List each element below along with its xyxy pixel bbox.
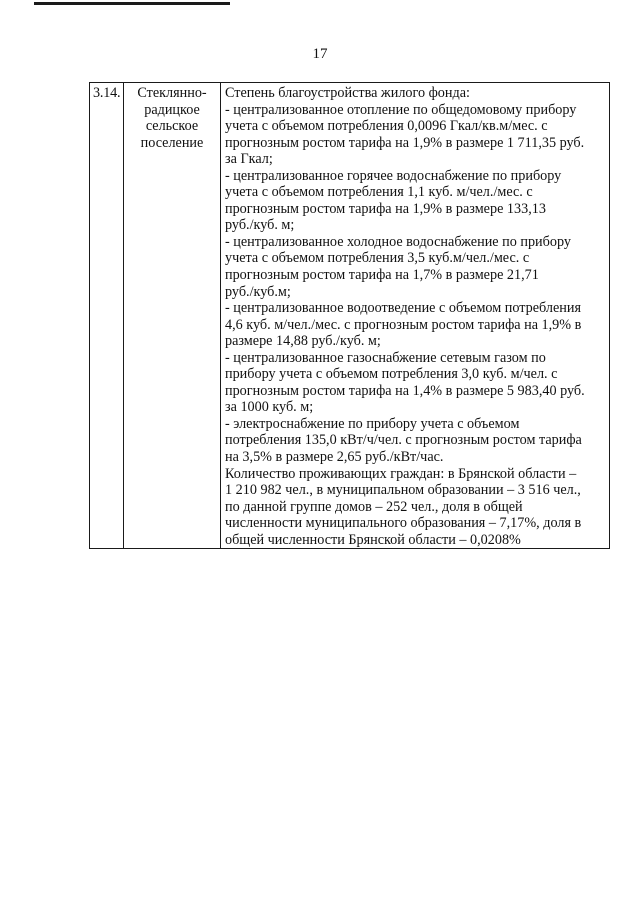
description-line: прибору учета с объемом потребления 3,0 куб. м/чел. с [225,366,558,383]
description-line: учета с объемом потребления 3,5 куб.м/чел./мес. с [225,250,530,267]
description-line: за 1000 куб. м; [225,399,314,416]
description-line: прогнозным ростом тарифа на 1,4% в размере 5 983,40 руб. [225,382,585,399]
description-line: - централизованное горячее водоснабжение по прибору [225,167,562,184]
description-line: общей численности Брянской области – 0,0208% [225,531,521,548]
description-line: - электроснабжение по прибору учета с объемом [225,415,520,432]
description-line: на 3,5% в размере 2,65 руб./кВт/час. [225,449,444,466]
description-line: за Гкал; [225,151,273,168]
settlement-name-line: сельское [145,118,199,135]
settlement-name-line: поселение [140,134,204,151]
description-line: учета с объемом потребления 1,1 куб. м/чел./мес. с [225,184,533,201]
description-text [225,85,605,548]
description-line: численности муниципального образования – 7,17%, доля в [225,515,582,532]
description-line: - централизованное холодное водоснабжение по прибору [225,233,571,250]
description-line: Степень благоустройства жилого фонда: [225,85,470,101]
description-line: потребления 135,0 кВт/ч/чел. с прогнозным ростом тарифа [225,432,582,449]
description-line: - централизованное отопление по общедомовому прибору [225,101,577,118]
top-edge-rule [34,2,230,5]
page-number: 17 [312,46,328,62]
description-line: Количество проживающих граждан: в Брянской области – [225,465,577,482]
settlement-name-cell [124,83,221,549]
description-line: - централизованное газоснабжение сетевым газом по [225,349,546,366]
description-line: - централизованное водоотведение с объемом потребления [225,300,581,317]
description-line: руб./куб.м; [225,283,291,300]
description-line: по данной группе домов – 252 чел., доля в общей [225,498,523,515]
description-line: 1 210 982 чел., в муниципальном образовании – 3 516 чел., [225,482,581,499]
description-line: прогнозным ростом тарифа на 1,9% в размере 133,13 [225,200,546,217]
description-cell [221,83,610,549]
description-line: учета с объемом потребления 0,0096 Гкал/кв.м/мес. с [225,118,548,135]
row-number-cell [90,83,124,549]
description-line: руб./куб. м; [225,217,295,234]
table-row [90,83,610,549]
description-line: размере 14,88 руб./куб. м; [225,333,381,350]
settlement-name-line: радицкое [144,101,200,118]
row-number: 3.14. [93,85,121,101]
description-line: прогнозным ростом тарифа на 1,9% в размере 1 711,35 руб. [225,134,585,151]
settlement-name-line: Стеклянно- [137,85,207,101]
description-line: прогнозным ростом тарифа на 1,7% в размере 21,71 [225,267,539,284]
settlement-table [89,82,610,549]
settlement-name [126,85,218,151]
description-line: 4,6 куб. м/чел./мес. с прогнозным ростом тарифа на 1,9% в [225,316,582,333]
